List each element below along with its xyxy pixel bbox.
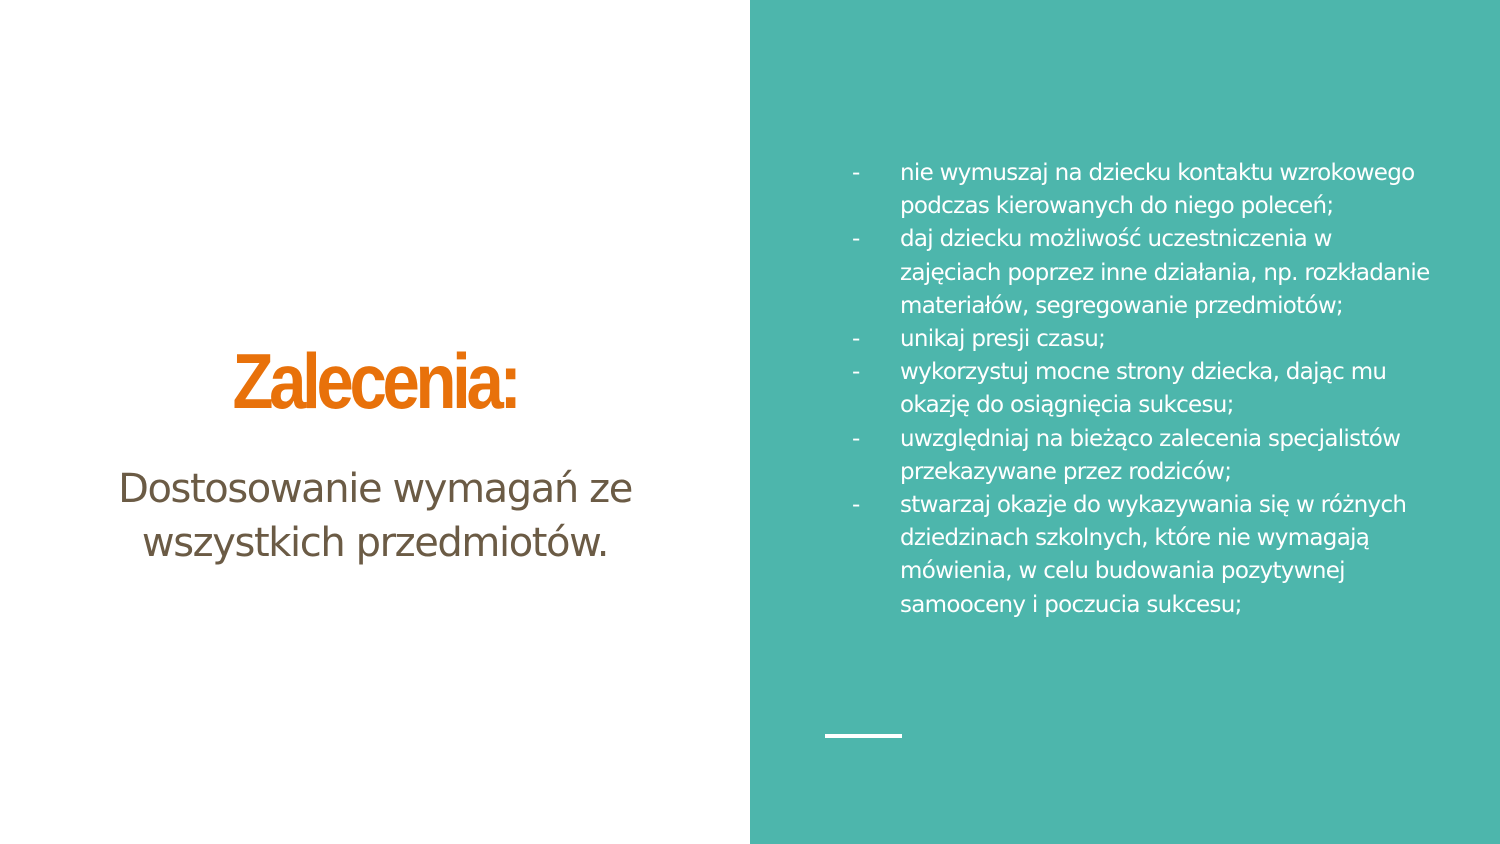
list-item <box>850 223 1490 323</box>
bullet-marker: - <box>852 359 860 386</box>
accent-divider <box>825 734 902 738</box>
list-item-text: wykorzystuj mocne strony dziecka, dając mu okazję do osiągnięcia sukcesu; <box>900 359 1387 419</box>
list-item <box>850 157 1490 223</box>
list-item-text: uwzględniaj na bieżąco zalecenia specjalistów przekazywane przez rodziców; <box>900 425 1401 485</box>
list-item <box>850 423 1490 489</box>
list-item <box>850 489 1490 622</box>
list-item-text: stwarzaj okazje do wykazywania się w różnych dziedzinach szkolnych, które nie wymagają mówienia, w celu budowania pozytywnej samooceny i poczucia sukcesu; <box>900 492 1407 618</box>
slide-title: Zalecenia: <box>232 337 518 425</box>
list-item <box>850 323 1490 356</box>
bullet-marker: - <box>852 425 860 452</box>
list-item-text: unikaj presji czasu; <box>900 326 1106 353</box>
bullet-marker: - <box>852 492 860 519</box>
list-item <box>850 356 1490 422</box>
slide-subtitle: Dostosowanie wymagań ze wszystkich przedmiotów. <box>118 466 632 566</box>
right-panel <box>750 0 1500 844</box>
list-item-text: daj dziecku możliwość uczestniczenia w zajęciach poprzez inne działania, np. rozkładanie materiałów, segregowanie przedmiotów; <box>900 226 1430 319</box>
list-item-text: nie wymuszaj na dziecku kontaktu wzrokowego podczas kierowanych do niego poleceń; <box>900 160 1415 220</box>
bullet-marker: - <box>852 226 860 253</box>
bullet-marker: - <box>852 160 860 186</box>
recommendations-list <box>850 157 1490 622</box>
bullet-marker: - <box>852 326 860 353</box>
